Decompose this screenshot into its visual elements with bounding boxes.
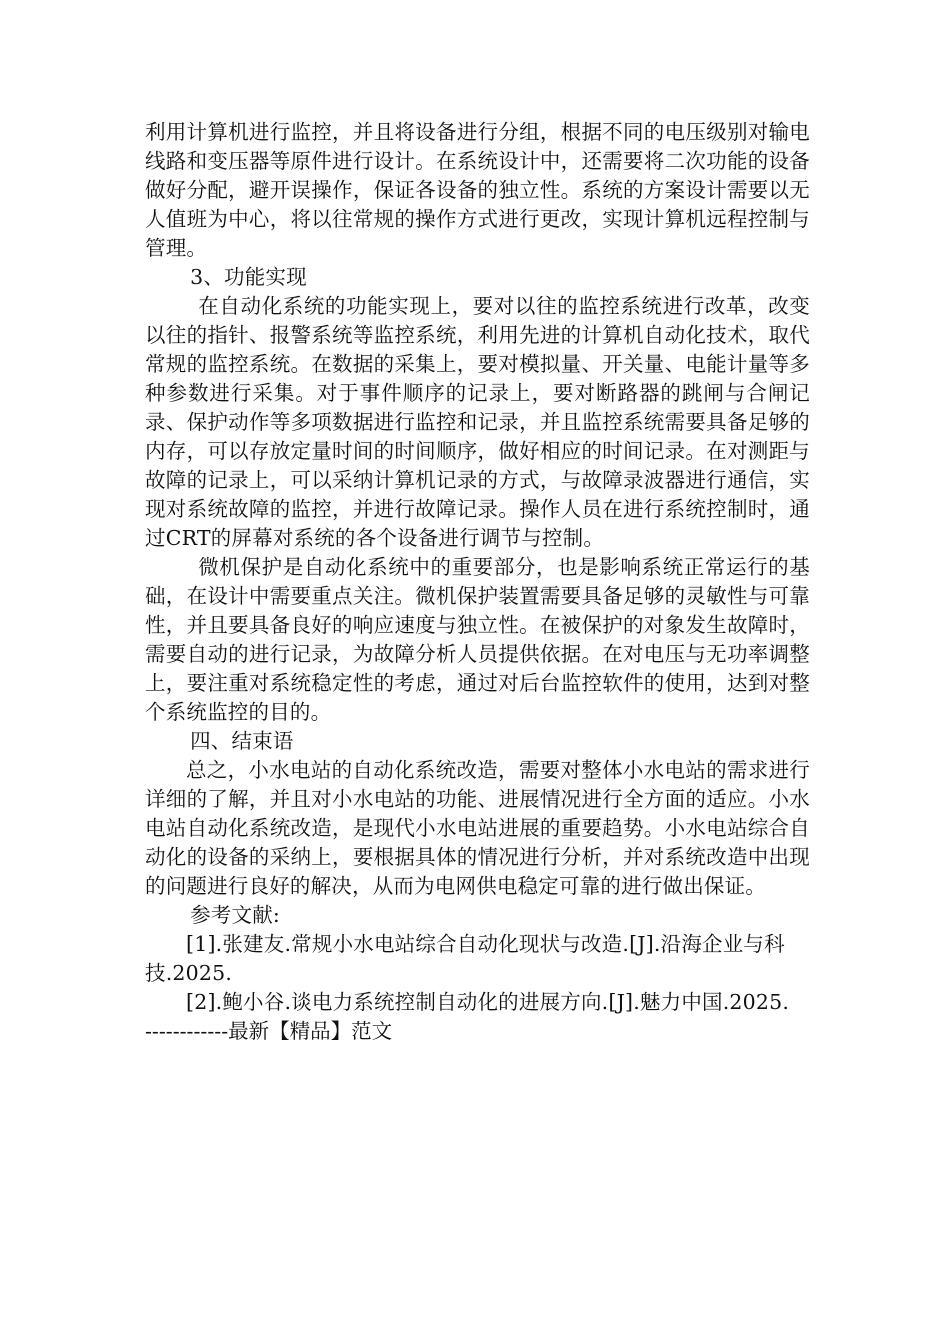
paragraph-conclusion: 总之，小水电站的自动化系统改造，需要对整体小水电站的需求进行详细的了解，并且对小水电站的功能、进展情况进行全方面的适应。小水电站自动化系统改造，是现代小水电站进展的重要趋势。小水电站综合自动化的设备的采纳上，要根据具体的情况进行分析，并对系统改造中出现的问题进行良好的解决，从而为电网供电稳定可靠的进行做出保证。 (145, 758, 810, 898)
reference-item: [2].鲍小谷.谈电力系统控制自动化的进展方向.[J].魅力中国.2025. (186, 990, 790, 1014)
references-heading: 参考文献: (190, 903, 281, 927)
reference-item: [1].张建友.常规小水电站综合自动化现状与改造.[J].沿海企业与科技.2025. (145, 932, 785, 985)
paragraph-function-implementation: 在自动化系统的功能实现上，要对以往的监控系统进行改革，改变以往的指针、报警系统等监控系统，利用先进的计算机自动化技术，取代常规的监控系统。在数据的采集上，要对模拟量、开关量、电能计量等多种参数进行采集。对于事件顺序的记录上，要对断路器的跳闸与合闸记录、保护动作等多项数据进行监控和记录，并且监控系统需要具备足够的内存，可以存放定量时间的时间顺序，做好相应的时间记录。在对测距与故障的记录上，可以采纳计算机记录的方式，与故障录波器进行通信，实现对系统故障的监控，并进行故障记录。操作人员在进行系统控制时，通过CRT的屏幕对系统的各个设备进行调节与控制。 (145, 294, 810, 550)
document-body (145, 118, 810, 1017)
paragraph-system-design: 利用计算机进行监控，并且将设备进行分组，根据不同的电压级别对输电线路和变压器等原件进行设计。在系统设计中，还需要将二次功能的设备做好分配，避开误操作，保证各设备的独立性。系统的方案设计需要以无人值班为中心，将以往常规的操作方式进行更改，实现计算机远程控制与管理。 (145, 120, 810, 260)
page-footer: ------------最新【精品】范文 (145, 1019, 393, 1043)
paragraph-microcomputer-protection: 微机保护是自动化系统中的重要部分，也是影响系统正常运行的基础，在设计中需要重点关注。微机保护装置需要具备足够的灵敏性与可靠性，并且要具备良好的响应速度与独立性。在被保护的对象发生故障时，需要自动的进行记录，为故障分析人员提供依据。在对电压与无功率调整上，要注重对系统稳定性的考虑，通过对后台监控软件的使用，达到对整个系统监控的目的。 (145, 555, 810, 724)
section-heading-function: 3、功能实现 (190, 265, 307, 289)
section-heading-conclusion: 四、结束语 (190, 729, 294, 753)
